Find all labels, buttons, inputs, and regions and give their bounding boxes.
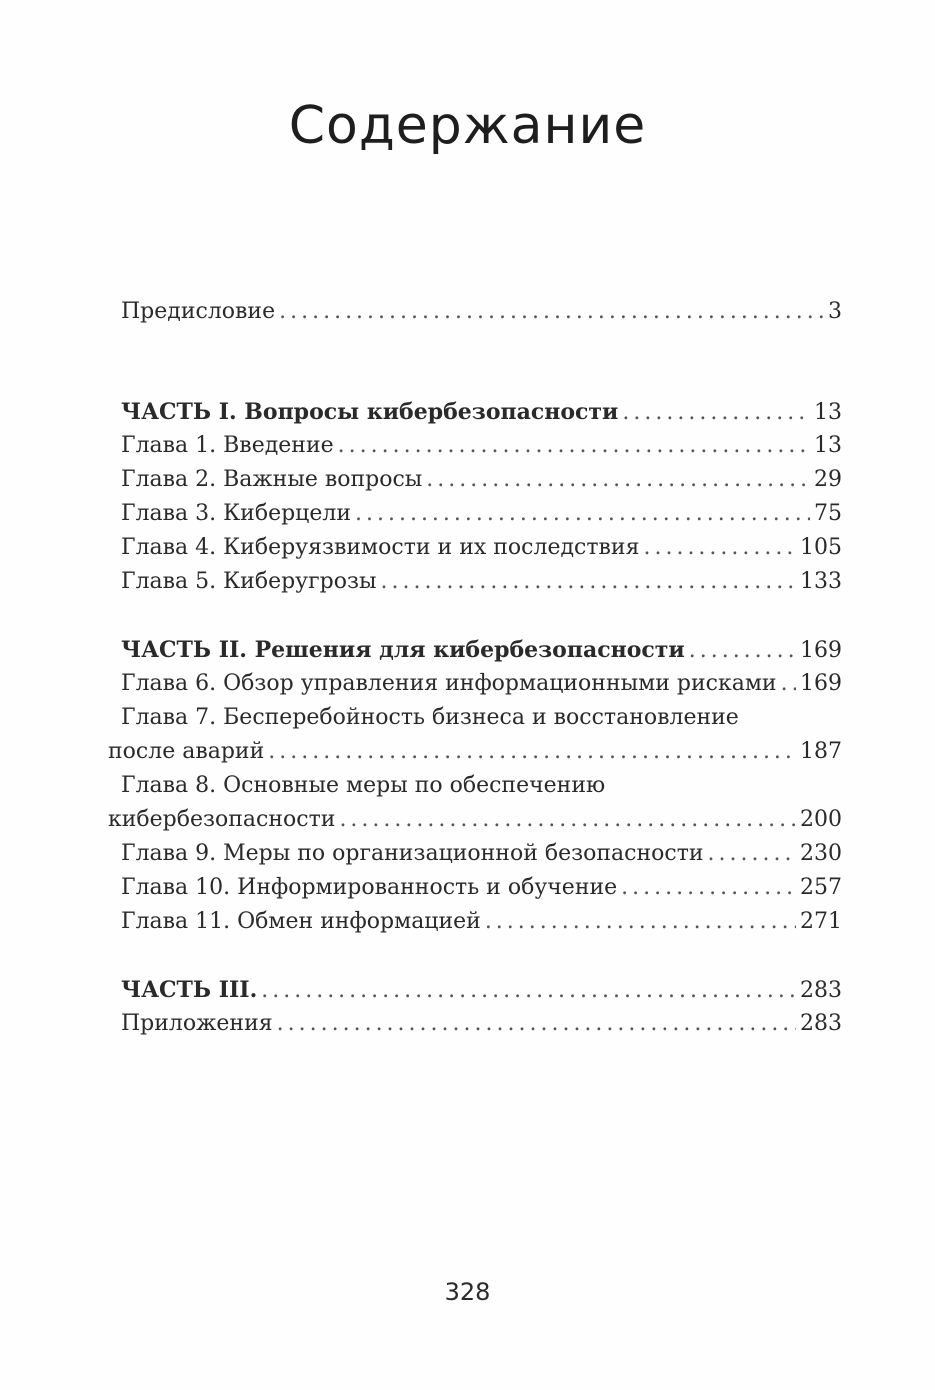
dot-leader — [277, 1007, 796, 1041]
dot-leader — [380, 565, 796, 599]
toc-entry-label: Глава 3. Киберцели — [121, 501, 351, 526]
toc-entry-page: 75 — [814, 501, 842, 526]
dot-leader — [261, 974, 796, 1008]
dot-leader — [279, 295, 824, 329]
toc-entry-page: 283 — [800, 978, 842, 1003]
dot-leader — [708, 837, 796, 871]
toc-entry-page: 271 — [800, 909, 842, 934]
toc-entry-page: 169 — [800, 671, 842, 696]
toc-entry-label: Глава 5. Киберугрозы — [121, 569, 377, 594]
dot-leader — [426, 463, 810, 497]
toc-part-label: ЧАСТЬ I. Вопросы кибербезопасности — [121, 399, 619, 425]
toc-entry-page: 283 — [800, 1011, 842, 1036]
toc-entry-chapter-11 — [108, 905, 842, 939]
toc-entry-chapter-8-line-1 — [108, 769, 842, 803]
toc-entry-label: Глава 11. Обмен информацией — [121, 909, 481, 934]
toc-entry-label: Глава 9. Меры по организационной безопасности — [121, 841, 704, 866]
toc-part-3 — [108, 973, 842, 1007]
toc-entry-chapter-1 — [108, 429, 842, 463]
toc-entry-preface — [108, 295, 842, 329]
toc-entry-label: Глава 4. Киберуязвимости и их последствия — [121, 535, 640, 560]
toc-entry-page: 105 — [800, 535, 842, 560]
toc-entry-page: 13 — [814, 433, 842, 458]
dot-leader — [338, 429, 810, 463]
toc-entry-label: Приложения — [121, 1011, 273, 1036]
toc-entry-page: 133 — [800, 569, 842, 594]
dot-leader — [339, 803, 796, 837]
toc-entry-chapter-10 — [108, 871, 842, 905]
toc-entry-page: 200 — [800, 807, 842, 832]
toc-entry-chapter-9 — [108, 837, 842, 871]
toc-entry-label: Глава 1. Введение — [121, 433, 334, 458]
toc-entry-page: 13 — [814, 400, 842, 425]
dot-leader — [689, 634, 796, 668]
toc-entry-page: 187 — [800, 739, 842, 764]
dot-leader — [781, 667, 796, 701]
toc-entry-page: 29 — [814, 467, 842, 492]
toc-entry-appendix — [108, 1007, 842, 1041]
toc-entry-label: Глава 6. Обзор управления информационными рисками — [121, 671, 777, 696]
page-title: Содержание — [288, 96, 647, 156]
toc-entry-label: после аварий — [108, 739, 265, 764]
dot-leader — [485, 905, 796, 939]
toc-entry-page: 169 — [800, 638, 842, 663]
toc-entry-label: Предисловие — [121, 299, 276, 324]
toc-entry-chapter-3 — [108, 497, 842, 531]
toc-entry-label: Глава 7. Бесперебойность бизнеса и восстановление — [121, 705, 739, 730]
toc-entry-chapter-5 — [108, 565, 842, 599]
toc-entry-chapter-2 — [108, 463, 842, 497]
toc-entry-page: 230 — [800, 841, 842, 866]
toc-entry-chapter-7-line-1 — [108, 701, 842, 735]
toc-part-label: ЧАСТЬ III. — [121, 977, 258, 1003]
toc-entry-label: Глава 8. Основные меры по обеспечению — [121, 773, 606, 798]
dot-leader — [355, 497, 810, 531]
dot-leader — [268, 735, 796, 769]
toc-entry-chapter-8-line-2 — [108, 803, 842, 837]
toc-entry-page: 257 — [800, 875, 842, 900]
page-number: 328 — [444, 1278, 491, 1306]
dot-leader — [622, 396, 810, 430]
dot-leader — [643, 531, 796, 565]
dot-leader — [621, 871, 796, 905]
toc-part-label: ЧАСТЬ II. Решения для кибербезопасности — [121, 637, 685, 663]
toc-entry-chapter-6 — [108, 667, 842, 701]
toc-part-2 — [108, 633, 842, 667]
table-of-contents — [108, 295, 842, 1041]
toc-entry-page: 3 — [828, 299, 842, 324]
toc-entry-label: кибербезопасности — [108, 807, 336, 832]
toc-part-1 — [108, 395, 842, 429]
toc-entry-label: Глава 2. Важные вопросы — [121, 467, 423, 492]
toc-entry-label: Глава 10. Информированность и обучение — [121, 875, 618, 900]
toc-entry-chapter-7-line-2 — [108, 735, 842, 769]
toc-entry-chapter-4 — [108, 531, 842, 565]
